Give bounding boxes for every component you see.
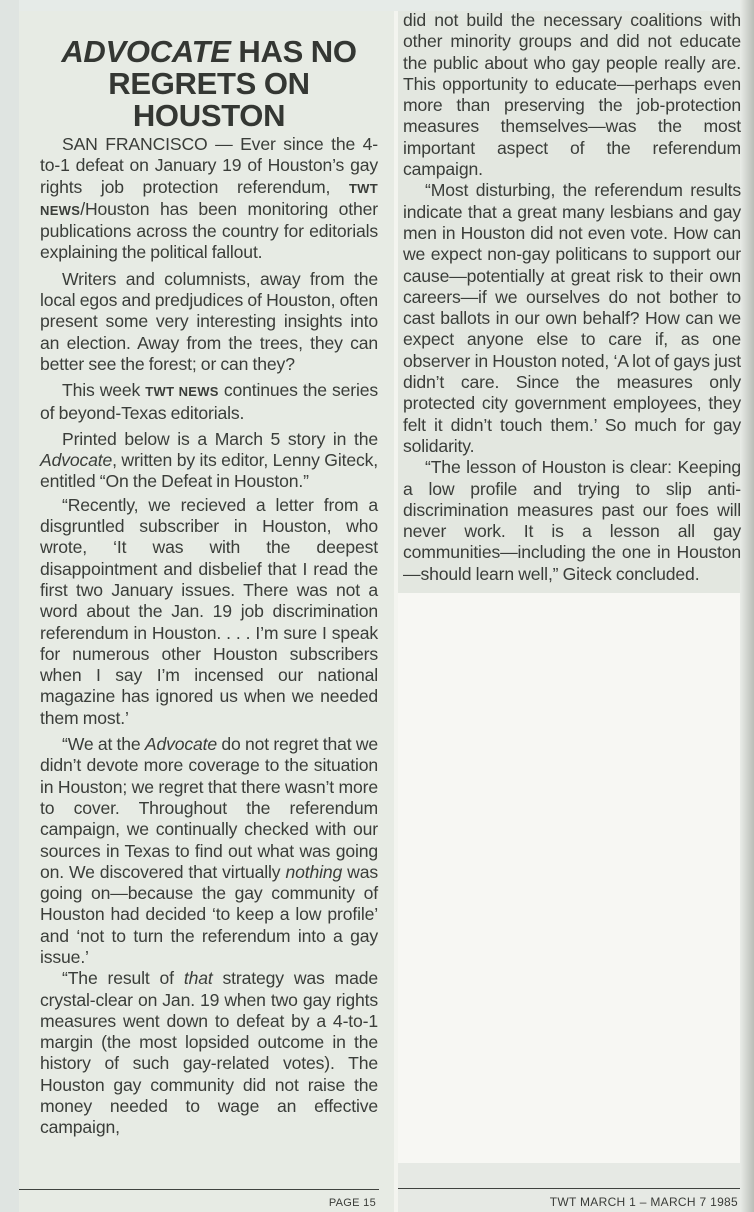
paragraph-text: SAN FRANCISCO — Ever since the 4-to-1 defeat on January 19 of Houston’s gay rights job protection referendum,	[40, 134, 378, 197]
publication-italic: Advocate	[144, 734, 218, 755]
article-column-right	[403, 10, 741, 585]
paragraph-text: “We at the	[62, 734, 145, 755]
headline-publication-name: ADVOCATE	[61, 34, 231, 69]
headline-text: HAS NO REGRETS ON HOUSTON	[108, 34, 357, 133]
emphasis-italic: that	[183, 968, 213, 989]
article-paragraph-dateline	[40, 134, 378, 264]
paragraph-text: “The result of	[62, 968, 184, 989]
article-paragraph	[40, 380, 378, 424]
article-headline	[40, 36, 378, 132]
article-paragraph	[40, 734, 378, 968]
paragraph-text: Printed below is a March 5 story in the	[62, 428, 378, 449]
article-paragraph: “The lesson of Houston is clear: Keeping a low profile and trying to slip anti-discrimination measures past our foes will never work. It is a lesson all gay communities—including the one in Houston—should learn well,” Giteck concluded.	[403, 457, 741, 584]
paragraph-text: This week	[62, 380, 146, 401]
article-paragraph: Writers and columnists, away from the local egos and predjudices of Houston, often present some very interesting insights into an election. Away from the trees, they can better see the forest; or can they?	[40, 268, 378, 374]
publication-small-caps: TWT NEWS	[40, 180, 378, 218]
right-column-blank-area	[398, 593, 740, 1163]
paragraph-text: was going on—because the gay community of Houston had decided ‘to keep a low profile’ and ‘not to turn the referendum into a gay issue.’	[40, 861, 378, 967]
page-left-margin	[0, 0, 19, 1212]
article-column-left	[40, 12, 378, 1139]
paragraph-text: /Houston has been monitoring other publications across the country for editorials explaining the political fallout.	[40, 198, 378, 263]
issue-date: TWT MARCH 1 – MARCH 7 1985	[549, 1195, 738, 1209]
publication-italic: Advocate	[40, 450, 113, 471]
article-paragraph-continued: did not build the necessary coalitions with other minority groups and did not educate the public about who gay people really are. This opportunity to educate—perhaps even more than preserving the job-protection measures themselves—was the most important aspect of the referendum campaign.	[403, 10, 741, 180]
emphasis-italic: nothing	[285, 861, 343, 882]
paragraph-text: do not regret that we didn’t devote more coverage to the situation in Houston; we regret that there wasn’t more to cover. Throughout the referendum campaign, we continually checked with our sources in Texas to find out what was going on. We discovered that virtually	[40, 734, 379, 882]
page-number: PAGE 15	[328, 1197, 376, 1209]
article-paragraph	[40, 429, 378, 493]
page-binding-shadow	[740, 0, 754, 1212]
paragraph-text: , written by its editor, Lenny Giteck, entitled “On the Defeat in Houston.”	[40, 450, 378, 492]
footer-rule-left	[19, 1189, 379, 1190]
article-paragraph: “Recently, we recieved a letter from a disgruntled subscriber in Houston, who wrote, ‘It was with the deepest disappointment and disbelief that I read the first two January issues. There was not a word about the Jan. 19 job discrimination referendum in Houston. . . . I’m sure I speak for numerous other Houston subscribers when I say I’m incensed our national magazine has ignored us when we needed them most.’	[40, 494, 378, 728]
publication-small-caps: TWT NEWS	[145, 384, 219, 400]
article-paragraph: “Most disturbing, the referendum results indicate that a great many lesbians and gay men in Houston did not even vote. How can we expect non-gay politicans to support our cause—potentially at great risk to their own careers—if we ourselves do not bother to cast ballots in our own behalf? How can we expect anyone else to care if, as one observer in Houston noted, ‘A lot of gays just didn’t care. Since the measures only protected city government employees, they felt it didn’t touch them.’ So much for gay solidarity.	[403, 180, 741, 456]
paragraph-text: strategy was made crystal-clear on Jan. 19 when two gay rights measures went down to defeat by a 4-to-1 margin (the most lopsided outcome in the history of such gay-related votes). The Houston gay community did not raise the money needed to wage an effective campaign,	[40, 968, 378, 1138]
paragraph-text: continues the series of beyond-Texas editorials.	[40, 380, 378, 423]
article-paragraph	[40, 968, 378, 1138]
footer-rule-right	[398, 1188, 740, 1189]
